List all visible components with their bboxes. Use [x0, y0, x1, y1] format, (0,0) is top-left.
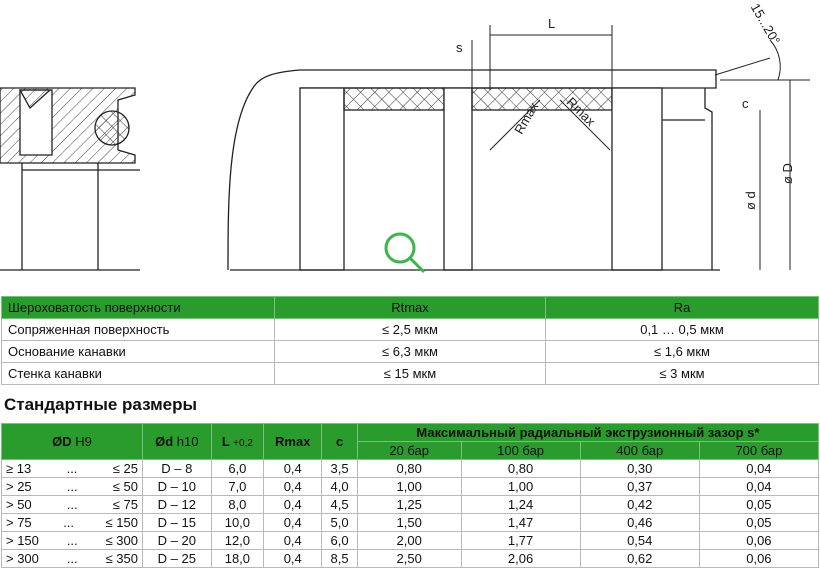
range-dots: ... [63, 515, 75, 530]
table-cell: 6,0 [211, 460, 264, 478]
table-cell: 1,00 [357, 478, 461, 496]
header-gap: Максимальный радиальный экструзионный зазор s* [357, 424, 818, 442]
header-pressure: 700 бар [699, 442, 818, 460]
diameter-range-cell [2, 496, 143, 514]
table-cell: 8,0 [211, 496, 264, 514]
roughness-header-cell: Rtmax [275, 297, 546, 319]
header-L: L +0,2 [211, 424, 264, 460]
diameter-range-cell [2, 478, 143, 496]
table-cell: 0,80 [357, 460, 461, 478]
table-cell: 0,05 [699, 514, 818, 532]
table-cell: 2,00 [357, 532, 461, 550]
range-from: > 25 [6, 479, 32, 494]
range-dots: ... [66, 533, 78, 548]
range-to: ≤ 150 [105, 515, 138, 530]
table-cell: D – 20 [143, 532, 212, 550]
dim-label-L: L [548, 16, 556, 31]
diameter-range-cell [2, 532, 143, 550]
header-pressure: 100 бар [461, 442, 580, 460]
header-pressure: 400 бар [580, 442, 699, 460]
dim-label-rmax-2: Rmax [563, 94, 599, 129]
dim-label-c: c [742, 96, 749, 111]
table-cell: 1,77 [461, 532, 580, 550]
range-from: > 300 [6, 551, 39, 566]
table-row [2, 532, 819, 550]
table-row [2, 478, 819, 496]
range-to: ≤ 300 [105, 533, 138, 548]
table-cell: 18,0 [211, 550, 264, 568]
table-cell: 7,0 [211, 478, 264, 496]
zoom-icon[interactable] [386, 234, 424, 272]
table-cell: ≤ 15 мкм [275, 363, 546, 385]
table-cell: 12,0 [211, 532, 264, 550]
table-cell: 10,0 [211, 514, 264, 532]
table-cell: ≤ 6,3 мкм [275, 341, 546, 363]
table-cell: Основание канавки [2, 341, 275, 363]
table-cell: 0,4 [264, 550, 322, 568]
dim-label-rmax-1: Rmax [511, 99, 542, 137]
groove-section [228, 25, 810, 270]
range-to: ≤ 50 [112, 479, 138, 494]
roughness-header-cell: Ra [546, 297, 819, 319]
header-D: ØD H9 [2, 424, 143, 460]
table-cell: 0,80 [461, 460, 580, 478]
table-cell: 0,06 [699, 550, 818, 568]
table-cell: 1,50 [357, 514, 461, 532]
table-row [2, 319, 819, 341]
dim-label-d: ø d [743, 191, 758, 210]
table-cell: 0,4 [264, 478, 322, 496]
diameter-range-cell [2, 514, 143, 532]
table-cell: 0,42 [580, 496, 699, 514]
header-rmax: Rmax [264, 424, 322, 460]
table-cell: 5,0 [322, 514, 357, 532]
header-pressure: 20 бар [357, 442, 461, 460]
range-from: > 50 [6, 497, 32, 512]
range-dots: ... [66, 479, 78, 494]
table-cell: ≤ 1,6 мкм [546, 341, 819, 363]
table-cell: 0,4 [264, 496, 322, 514]
table-cell: ≤ 3 мкм [546, 363, 819, 385]
diameter-range-cell [2, 460, 143, 478]
table-row [2, 341, 819, 363]
seal-groove-drawing [0, 0, 820, 290]
range-from: > 150 [6, 533, 39, 548]
table-cell: 1,00 [461, 478, 580, 496]
table-cell: 1,25 [357, 496, 461, 514]
table-row [2, 550, 819, 568]
table-cell: 0,04 [699, 478, 818, 496]
table-cell: ≤ 2,5 мкм [275, 319, 546, 341]
table-cell: 0,46 [580, 514, 699, 532]
roughness-header-row [2, 297, 819, 319]
table-cell: 1,24 [461, 496, 580, 514]
diameter-range-cell [2, 550, 143, 568]
range-to: ≤ 75 [112, 497, 138, 512]
table-cell: D – 10 [143, 478, 212, 496]
table-cell: 0,62 [580, 550, 699, 568]
range-to: ≤ 25 [112, 461, 138, 476]
range-dots: ... [66, 461, 78, 476]
range-dots: ... [66, 497, 78, 512]
table-cell: 3,5 [322, 460, 357, 478]
table-cell: 0,54 [580, 532, 699, 550]
standard-sizes-table [1, 423, 819, 568]
range-to: ≤ 350 [105, 551, 138, 566]
table-cell: 0,30 [580, 460, 699, 478]
table-cell: 0,4 [264, 532, 322, 550]
dim-label-s: s [456, 40, 463, 55]
table-cell: 2,50 [357, 550, 461, 568]
table-cell: 0,1 … 0,5 мкм [546, 319, 819, 341]
table-cell: 1,47 [461, 514, 580, 532]
table-cell: D – 12 [143, 496, 212, 514]
table-cell: 4,5 [322, 496, 357, 514]
table-row [2, 514, 819, 532]
seal-cross-section [0, 88, 140, 270]
table-cell: 0,4 [264, 514, 322, 532]
header-c: c [322, 424, 357, 460]
table-cell: 0,37 [580, 478, 699, 496]
table-cell: 8,5 [322, 550, 357, 568]
table-cell: 6,0 [322, 532, 357, 550]
header-d: Ød h10 [143, 424, 212, 460]
sizes-body [2, 460, 819, 568]
table-row [2, 496, 819, 514]
table-cell: 0,05 [699, 496, 818, 514]
sizes-header-row [2, 424, 819, 442]
range-from: ≥ 13 [6, 461, 32, 476]
table-cell: 0,04 [699, 460, 818, 478]
table-cell: 4,0 [322, 478, 357, 496]
range-from: > 75 [6, 515, 32, 530]
table-row [2, 363, 819, 385]
table-cell: D – 25 [143, 550, 212, 568]
roughness-header-cell: Шероховатость поверхности [2, 297, 275, 319]
table-cell: Стенка канавки [2, 363, 275, 385]
range-dots: ... [66, 551, 78, 566]
table-cell: Сопряженная поверхность [2, 319, 275, 341]
table-row [2, 460, 819, 478]
section-title: Стандартные размеры [4, 395, 198, 414]
table-cell: 2,06 [461, 550, 580, 568]
table-cell: D – 8 [143, 460, 212, 478]
roughness-table [1, 296, 819, 385]
dim-label-angle: 15...20° [747, 0, 784, 48]
table-cell: 0,4 [264, 460, 322, 478]
table-cell: D – 15 [143, 514, 212, 532]
table-cell: 0,06 [699, 532, 818, 550]
dim-label-D: ø D [780, 163, 795, 184]
